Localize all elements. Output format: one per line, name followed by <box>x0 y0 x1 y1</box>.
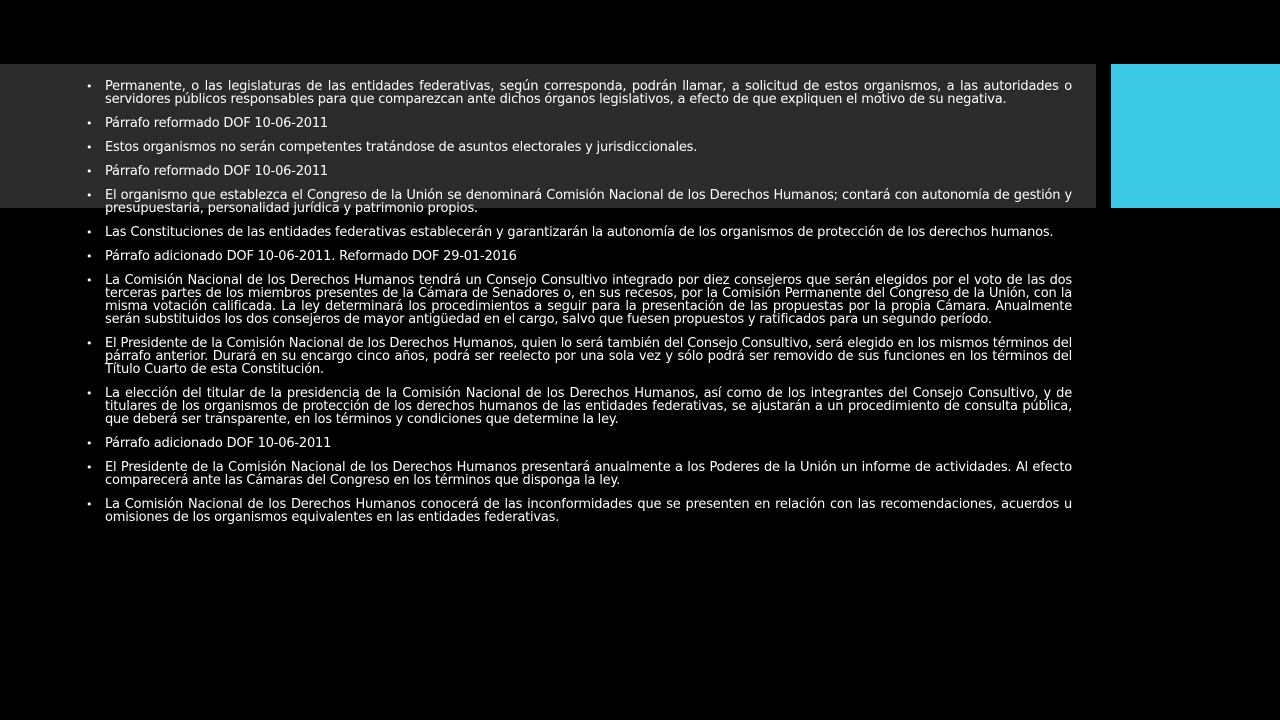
list-item <box>86 226 1072 239</box>
list-item-text: El organismo que establezca el Congreso de la Unión se denominará Comisión Nacional de los Derechos Humanos; contará con autonomía de gestión y presupuestaria, personalidad jurídica y patrimonio propios. <box>105 188 1072 216</box>
bullet-list <box>86 80 1072 535</box>
bullet-icon: • <box>86 226 93 239</box>
list-item-text: Las Constituciones de las entidades federativas establecerán y garantizarán la autonomía de los organismos de protección de los derechos humanos. <box>105 225 1054 240</box>
bullet-icon: • <box>86 117 93 130</box>
list-item <box>86 250 1072 263</box>
bullet-icon: • <box>86 461 93 474</box>
list-item <box>86 189 1072 215</box>
bullet-icon: • <box>86 337 93 350</box>
bullet-icon: • <box>86 437 93 450</box>
list-item-text: Estos organismos no serán competentes tratándose de asuntos electorales y jurisdiccionales. <box>105 140 698 155</box>
list-item <box>86 387 1072 426</box>
bullet-icon: • <box>86 387 93 400</box>
bullet-icon: • <box>86 498 93 511</box>
list-item <box>86 80 1072 106</box>
list-item-text: Párrafo adicionado DOF 10-06-2011. Reformado DOF 29-01-2016 <box>105 249 517 264</box>
list-item-text: El Presidente de la Comisión Nacional de los Derechos Humanos presentará anualmente a los Poderes de la Unión un informe de actividades. Al efecto comparecerá ante las Cámaras del Congreso en los términos que disponga la ley. <box>105 460 1072 488</box>
bullet-icon: • <box>86 141 93 154</box>
list-item-text: Párrafo adicionado DOF 10-06-2011 <box>105 436 332 451</box>
list-item-text: Permanente, o las legislaturas de las entidades federativas, según corresponda, podrán llamar, a solicitud de estos organismos, a las autoridades o servidores públicos responsables para que comparezcan ante dichos órganos legislativos, a efecto de que expliquen el motivo de su negativa. <box>105 79 1072 107</box>
bullet-icon: • <box>86 189 93 202</box>
list-item-text: La Comisión Nacional de los Derechos Humanos conocerá de las inconformidades que se presenten en relación con las recomendaciones, acuerdos u omisiones de los organismos equivalentes en las entidades federativas. <box>105 497 1072 525</box>
list-item-text: La elección del titular de la presidencia de la Comisión Nacional de los Derechos Humanos, así como de los integrantes del Consejo Consultivo, y de titulares de los organismos de protección de los derechos humanos de las entidades federativas, se ajustarán a un procedimiento de consulta pública, que deberá ser transparente, en los términos y condiciones que determine la ley. <box>105 386 1072 427</box>
bullet-icon: • <box>86 274 93 287</box>
list-item <box>86 437 1072 450</box>
bullet-icon: • <box>86 80 93 93</box>
list-item <box>86 498 1072 524</box>
list-item <box>86 117 1072 130</box>
list-item-text: El Presidente de la Comisión Nacional de los Derechos Humanos, quien lo será también del Consejo Consultivo, será elegido en los mismos términos del párrafo anterior. Durará en su encargo cinco años, podrá ser reelecto por una sola vez y sólo podrá ser removido de sus funciones en los términos del Título Cuarto de esta Constitución. <box>105 336 1072 377</box>
list-item-text: La Comisión Nacional de los Derechos Humanos tendrá un Consejo Consultivo integrado por diez consejeros que serán elegidos por el voto de las dos terceras partes de los miembros presentes de la Cámara de Senadores o, en sus recesos, por la Comisión Permanente del Congreso de la Unión, con la misma votación calificada. La ley determinará los procedimientos a seguir para la presentación de las propuestas por la propia Cámara. Anualmente serán substituidos los dos consejeros de mayor antigüedad en el cargo, salvo que fuesen propuestos y ratificados para un segundo período. <box>105 273 1072 327</box>
list-item <box>86 165 1072 178</box>
list-item <box>86 337 1072 376</box>
list-item <box>86 274 1072 326</box>
list-item <box>86 141 1072 154</box>
bullet-icon: • <box>86 165 93 178</box>
accent-block <box>1111 64 1280 208</box>
bullet-icon: • <box>86 250 93 263</box>
list-item <box>86 461 1072 487</box>
list-item-text: Párrafo reformado DOF 10-06-2011 <box>105 164 328 179</box>
list-item-text: Párrafo reformado DOF 10-06-2011 <box>105 116 328 131</box>
